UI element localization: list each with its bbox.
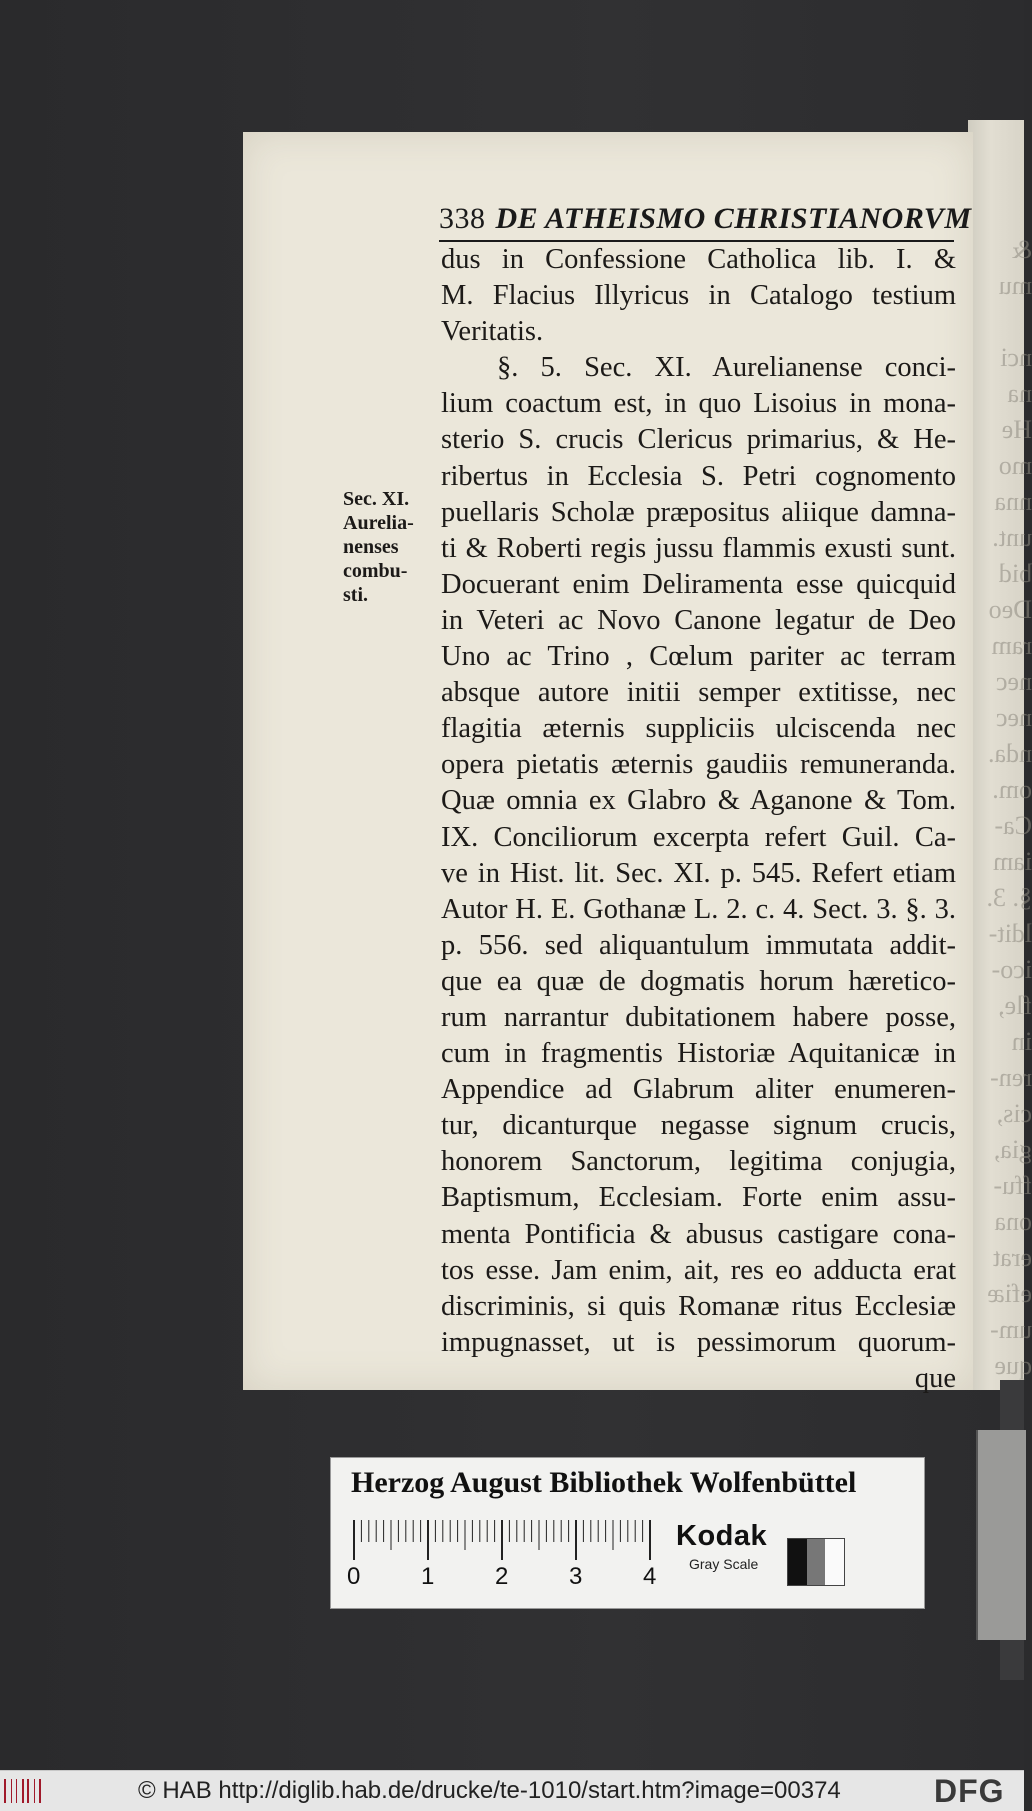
- ruler-number: 2: [495, 1563, 509, 1590]
- text-line: ti & Roberti regis jussu flammis exusti sunt.: [441, 532, 956, 564]
- facing-page-fragment: ico-: [991, 955, 1032, 984]
- margin-note-line: combu-: [343, 560, 408, 582]
- facing-page-fragment: ren-: [990, 1063, 1032, 1092]
- text-line: ribertus in Ecclesia S. Petri cognomento: [441, 460, 956, 492]
- facing-page-fragment: He: [1001, 415, 1032, 444]
- ruler-scale: [351, 1520, 661, 1560]
- text-line: que ea quæ de dogmatis horum hæretico-: [441, 965, 956, 997]
- text-line: flagitia æternis suppliciis ulciscenda nec: [441, 713, 956, 745]
- book-page: [243, 132, 973, 1394]
- facing-page-fragment: mo: [998, 451, 1032, 480]
- ruler-number: 4: [643, 1563, 657, 1590]
- dfg-logo: DFG: [934, 1773, 1005, 1809]
- text-line: Appendice ad Glabrum aliter enumeren-: [441, 1074, 956, 1106]
- text-line: tos esse. Jam enim, ait, res eo adducta erat: [441, 1254, 956, 1286]
- facing-page-fragment: in: [1011, 1027, 1032, 1056]
- catchword: que: [914, 1362, 956, 1394]
- text-line: impugnasset, ut is pessimorum quorum-: [441, 1326, 956, 1358]
- body-text: [441, 242, 956, 1397]
- facing-page-fragment: §. 3.: [986, 883, 1032, 912]
- text-line: puellaris Scholæ præpositus aliique damna-: [441, 496, 956, 528]
- text-line: Autor H. E. Gothanæ L. 2. c. 4. Sect. 3. §. 3.: [441, 893, 956, 925]
- facing-page-fragment: erat: [993, 1243, 1032, 1272]
- facing-page-fragment: efiæ: [987, 1279, 1032, 1308]
- facing-page-edge: [968, 120, 1032, 1390]
- facing-page-fragment: &: [1011, 235, 1032, 264]
- color-target-card: [330, 1457, 925, 1609]
- facing-page-fragment: um-: [990, 1315, 1032, 1344]
- facing-page-fragment: na: [1007, 379, 1032, 408]
- kodak-logo: Kodak: [676, 1520, 768, 1552]
- facing-page-fragment: nec: [995, 667, 1032, 696]
- page-number: 338: [439, 202, 486, 235]
- facing-page-fragment: unt.: [992, 523, 1032, 552]
- text-line: Baptismum, Ecclesiam. Forte enim assu-: [441, 1182, 956, 1214]
- library-name: Herzog August Bibliothek Wolfenbüttel: [351, 1466, 857, 1499]
- text-line: Veritatis.: [441, 316, 544, 348]
- facing-target-fragment: [976, 1430, 1026, 1640]
- text-line: opera pietatis æternis gaudiis remuneranda.: [441, 749, 956, 781]
- margin-note-line: Sec. XI.: [343, 488, 410, 510]
- facing-page-fragment: ldit-: [988, 919, 1032, 948]
- text-line: absque autore initii semper extitisse, nec: [441, 677, 956, 709]
- facing-page-fragment: nda.: [987, 739, 1032, 768]
- margin-note-line: Aurelia-: [343, 512, 414, 534]
- copyright-link[interactable]: © HAB http://diglib.hab.de/drucke/te-1010/start.htm?image=00374: [138, 1777, 841, 1804]
- margin-note: [343, 487, 438, 607]
- facing-page-fragment: Deo: [988, 595, 1032, 624]
- text-line: menta Pontificia & abusus castigare cona-: [441, 1218, 956, 1250]
- hab-barcode-icon: [4, 1779, 48, 1803]
- text-line: lium coactum est, in quo Lisoius in mona-: [441, 388, 956, 420]
- facing-page-fragment: gia,: [993, 1135, 1032, 1164]
- text-line: sterio S. crucis Clericus primarius, & He-: [441, 424, 956, 456]
- text-line: in Veteri ac Novo Canone legatur de Deo: [441, 604, 956, 636]
- text-line: cum in fragmentis Historiæ Aquitanicæ in: [441, 1038, 956, 1070]
- text-line: Quæ omnia ex Glabro & Aganone & Tom.: [441, 785, 956, 817]
- text-line: ve in Hist. lit. Sec. XI. p. 545. Refert etiam: [441, 857, 956, 889]
- text-line: IX. Conciliorum excerpta refert Guil. Ca-: [441, 821, 956, 853]
- text-line: §. 5. Sec. XI. Aurelianense conci-: [497, 352, 956, 384]
- facing-page-fragment: ram: [991, 631, 1032, 660]
- text-line: Docuerant enim Deliramenta esse quicquid: [441, 568, 956, 600]
- ruler-number: 0: [347, 1563, 361, 1590]
- text-line: p. 556. sed aliquantulum immutata addit-: [441, 929, 956, 961]
- facing-page-fragment: ffu-: [993, 1171, 1032, 1200]
- text-line: tur, dicanturque negasse signum crucis,: [441, 1110, 956, 1142]
- running-title: DE ATHEISMO CHRISTIANORVM: [495, 202, 972, 235]
- ruler-number: 3: [569, 1563, 583, 1590]
- facing-page-fragment: iam: [993, 847, 1032, 876]
- facing-page-fragment: bid: [998, 559, 1032, 588]
- margin-note-line: nenses: [343, 536, 399, 558]
- facing-page-fragment: nna: [994, 487, 1032, 516]
- facing-page-fragment: nec: [995, 703, 1032, 732]
- text-line: Uno ac Trino , Cœlum pariter ac terram: [441, 641, 956, 673]
- text-line: dus in Confessione Catholica lib. I. &: [441, 244, 956, 275]
- ruler-number: 1: [421, 1563, 435, 1590]
- facing-page-fragment: cis,: [996, 1099, 1032, 1128]
- facing-page-fragment: mu: [998, 271, 1032, 300]
- text-line: rum narrantur dubitationem habere posse,: [441, 1001, 956, 1033]
- gray-swatches: [787, 1538, 845, 1586]
- facing-page-fragment: ona: [994, 1207, 1032, 1236]
- ruler-numbers: [345, 1563, 657, 1593]
- facing-page-fragment: que: [994, 1351, 1032, 1380]
- running-header: [439, 202, 972, 242]
- facing-page-fragment: fle,: [998, 991, 1032, 1020]
- text-line: discriminis, si quis Romanæ ritus Ecclesiæ: [441, 1290, 956, 1322]
- facing-page-fragment: om.: [992, 775, 1032, 804]
- facing-page-fragment: nci: [1000, 343, 1032, 372]
- facing-page-fragment: Ca-: [994, 811, 1032, 840]
- text-line: honorem Sanctorum, legitima conjugia,: [441, 1146, 956, 1178]
- margin-note-line: sti.: [343, 584, 368, 606]
- gray-scale-label: Gray Scale: [689, 1556, 759, 1572]
- text-line: M. Flacius Illyricus in Catalogo testium: [441, 280, 956, 312]
- footer-bar: [0, 1770, 1024, 1811]
